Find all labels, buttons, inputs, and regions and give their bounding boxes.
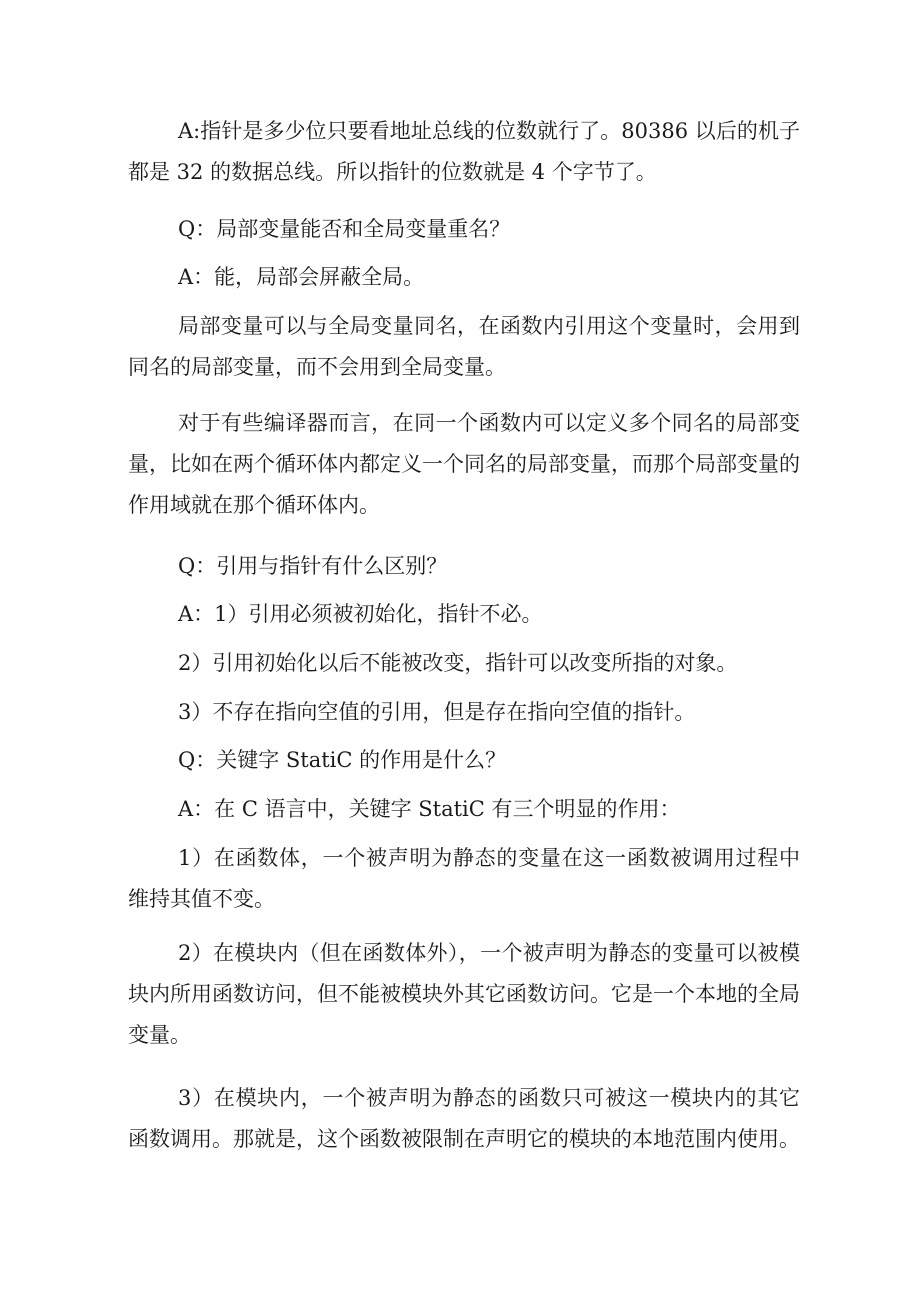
paragraph-static-use-3: 3）在模块内，一个被声明为静态的函数只可被这一模块内的其它函数调用。那就是，这个函数被限制在声明它的模块的本地范围内使用。 [128, 1086, 800, 1151]
paragraph-question-variable-names: Q：局部变量能否和全局变量重名？ [178, 217, 511, 241]
paragraph-answer-point-1: A：1）引用必须被初始化，指针不必。 [178, 602, 543, 626]
paragraph-static-use-2: 2）在模块内（但在函数体外），一个被声明为静态的变量可以被模块内所用函数访问，但不能被模块外其它函数访问。它是一个本地的全局变量。 [128, 941, 800, 1047]
paragraph-question-reference-pointer: Q：引用与指针有什么区别？ [178, 554, 448, 578]
paragraph-local-global-explanation: 局部变量可以与全局变量同名，在函数内引用这个变量时，会用到同名的局部变量，而不会用到全局变量。 [128, 314, 800, 379]
paragraph-answer-static-intro: A：在 C 语言中，关键字 StatiC 有三个明显的作用： [178, 797, 681, 821]
paragraph-answer-variable-names: A：能，局部会屏蔽全局。 [178, 265, 425, 289]
paragraph-answer-point-2: 2）引用初始化以后不能被改变，指针可以改变所指的对象。 [178, 651, 738, 675]
paragraph-static-use-1: 1）在函数体，一个被声明为静态的变量在这一函数被调用过程中维持其值不变。 [128, 846, 800, 911]
paragraph-compiler-note: 对于有些编译器而言，在同一个函数内可以定义多个同名的局部变量，比如在两个循环体内都定义一个同名的局部变量，而那个局部变量的作用域就在那个循环体内。 [128, 411, 800, 517]
paragraph-question-static: Q：关键字 StatiC 的作用是什么？ [178, 748, 507, 772]
paragraph-answer-point-3: 3）不存在指向空值的引用，但是存在指向空值的指针。 [178, 700, 696, 724]
paragraph-pointer-size-answer: A:指针是多少位只要看地址总线的位数就行了。80386 以后的机子都是 32 的数据总线。所以指针的位数就是 4 个字节了。 [128, 119, 800, 184]
